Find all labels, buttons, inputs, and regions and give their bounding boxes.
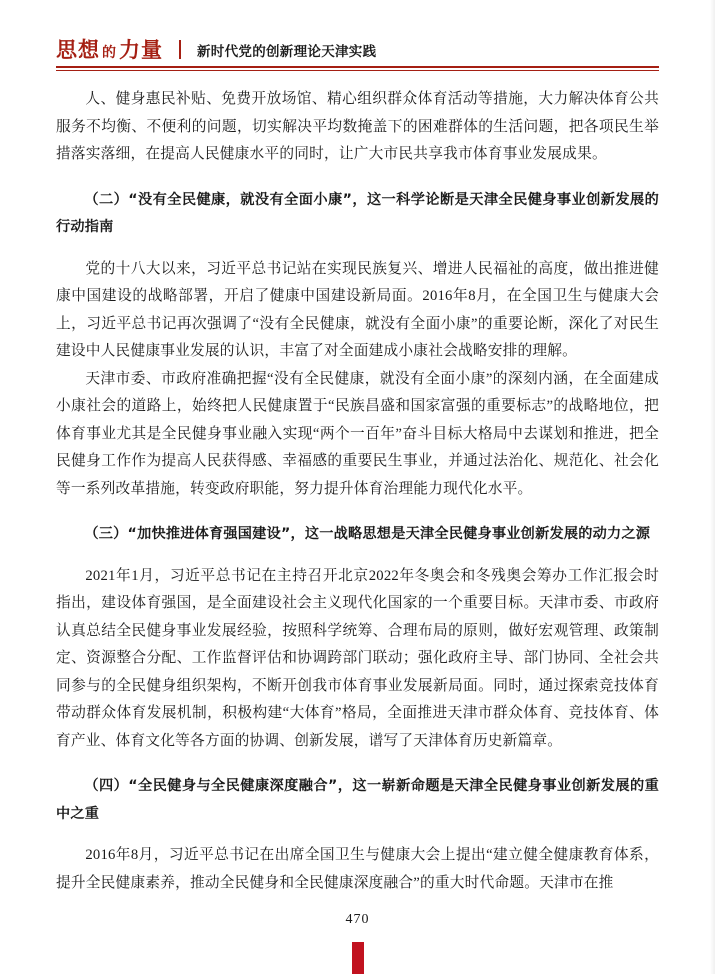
header-branding (56, 26, 659, 60)
page-number: 470 (345, 912, 370, 927)
brand-mid-text: 的 (102, 45, 117, 61)
page-body (56, 86, 659, 894)
paragraph-3-1: 2021年1月，习近平总书记在主持召开北京2022年冬奥会和冬残奥会筹办工作汇报会时指出，建设体育强国，是全面建设社会主义现代化国家的一个重要目标。天津市委、市政府认真总结全民健身事业发展经验，按照科学统筹、合理布局的原则，做好宏观管理、政策制定、资源整合分配、工作监督评估和协调跨部门联动；强化政府主导、部门协同、全社会共同参与的全民健身组织架构，不断开创我市体育事业发展新局面。同时，通过探索竞技体育带动群众体育发展机制，积极构建“大体育”格局，全面推进天津市群众体育、竞技体育、体育产业、体育文化等各方面的协调、创新发展，谱写了天津体育历史新篇章。 (56, 567, 659, 749)
header-rule-thin (56, 70, 659, 71)
page-header (56, 26, 659, 68)
header-rule-thick (56, 66, 659, 68)
header-subtitle: 新时代党的创新理论天津实践 (197, 43, 377, 60)
brand-main-text: 思想 (56, 37, 100, 62)
paragraph-2-1: 党的十八大以来，习近平总书记站在实现民族复兴、增进人民福祉的高度，做出推进健康中国建设的战略部署，开启了健康中国建设新局面。2016年8月，在全国卫生与健康大会上，习近平总书记再次强调了“没有全民健康，就没有全面小康”的重要论断，深化了对民生建设中人民健康事业发展的认识，丰富了对全面建成小康社会战略安排的理解。 (56, 260, 659, 359)
brand-divider (179, 40, 181, 59)
page-edge-shadow (710, 0, 715, 974)
brand-tail-text: 力量 (119, 37, 163, 62)
section-heading-2: （二）“没有全民健康，就没有全面小康”，这一科学论断是天津全民健身事业创新发展的行动指南 (56, 191, 659, 235)
paragraph-4-1: 2016年8月，习近平总书记在出席全国卫生与健康大会上提出“建立健全健康教育体系，提升全民健康素养，推动全民健身和全民健康深度融合”的重大时代命题。天津市在推 (56, 847, 659, 891)
brand-logo (56, 39, 163, 60)
footer-tab-marker (352, 942, 364, 974)
paragraph-1: 人、健身惠民补贴、免费开放场馆、精心组织群众体育活动等措施，大力解决体育公共服务不均衡、不便利的问题，切实解决平均数掩盖下的困难群体的生活问题，把各项民生举措落实落细，在提高人民健康水平的同时，让广大市民共享我市体育事业发展成果。 (56, 91, 659, 162)
section-heading-4: （四）“全民健身与全民健康深度融合”，这一崭新命题是天津全民健身事业创新发展的重中之重 (56, 778, 659, 822)
page-footer (0, 894, 715, 974)
paragraph-2-2: 天津市委、市政府准确把握“没有全民健康，就没有全面小康”的深刻内涵，在全面建成小康社会的道路上，始终把人民健康置于“民族昌盛和国家富强的重要标志”的战略地位，把体育事业尤其是全民健身事业融入实现“两个一百年”奋斗目标大格局中去谋划和推进，把全民健身工作作为提高人民获得感、幸福感的重要民生事业，并通过法治化、规范化、社会化等一系列改革措施，转变政府职能，努力提升体育治理能力现代化水平。 (56, 370, 659, 497)
section-heading-3: （三）“加快推进体育强国建设”，这一战略思想是天津全民健身事业创新发展的动力之源 (84, 526, 651, 542)
